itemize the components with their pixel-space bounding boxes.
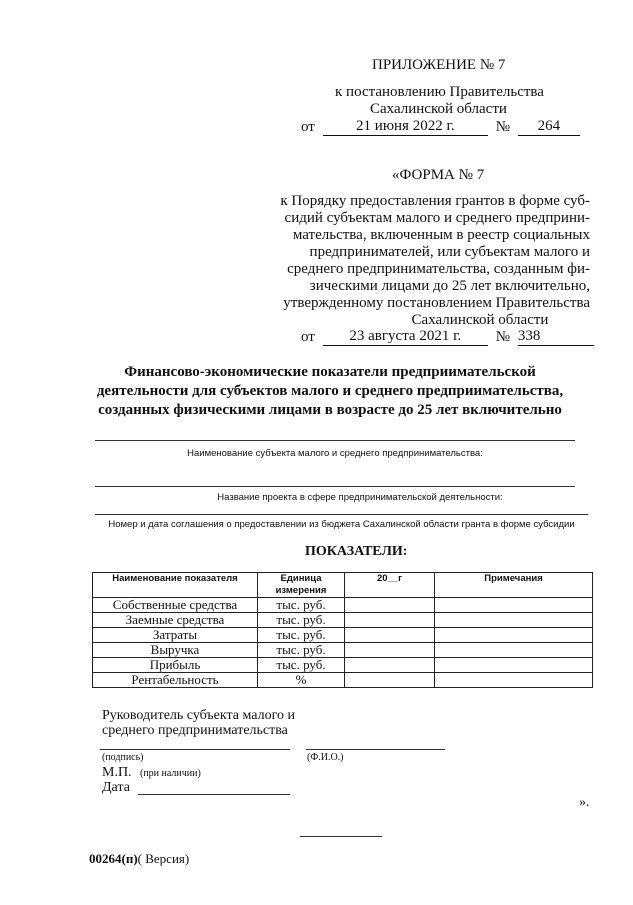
number-label: №	[495, 329, 511, 345]
form-title: «ФОРМА № 7	[392, 167, 485, 183]
seal-note: (при наличии)	[140, 768, 201, 779]
fio-line[interactable]	[306, 749, 445, 750]
date-line[interactable]	[138, 794, 290, 795]
agreement-line[interactable]	[95, 514, 588, 515]
indicator-name: Выручка	[93, 643, 258, 658]
description-line: утвержденному постановлением Правительства	[283, 295, 590, 311]
title-line: деятельности для субъектов малого и среднего предприимательства,	[96, 383, 564, 399]
table-row	[93, 673, 593, 688]
description-line: предпринимателей, или субъектам малого и	[309, 244, 590, 260]
title-line: Финансово-экономические показатели предприимательской	[124, 364, 536, 380]
version-footer	[89, 851, 189, 867]
from-label: от	[301, 329, 315, 345]
table-row	[93, 628, 593, 643]
indicator-notes-cell[interactable]	[435, 658, 593, 673]
indicator-name: Рентабельность	[93, 673, 258, 688]
column-header-year: 20__г	[345, 573, 435, 598]
indicators-heading: ПОКАЗАТЕЛИ:	[305, 544, 408, 559]
indicator-notes-cell[interactable]	[435, 643, 593, 658]
version-label: ( Версия)	[137, 851, 190, 866]
column-header-name: Наименование показателя	[93, 573, 258, 598]
head-title-line-1: Руководитель субъекта малого и	[102, 708, 295, 723]
resolution-reference: к постановлению Правительства	[335, 84, 544, 100]
description-line: среднего предпринимательства, созданным фи-	[287, 261, 590, 277]
indicator-name: Заемные средства	[93, 613, 258, 628]
indicator-unit: тыс. руб.	[258, 643, 345, 658]
table-row	[93, 658, 593, 673]
indicator-notes-cell[interactable]	[435, 613, 593, 628]
indicator-notes-cell[interactable]	[435, 598, 593, 613]
document-title	[60, 363, 600, 420]
indicator-name: Затраты	[93, 628, 258, 643]
separator-line	[300, 836, 382, 837]
indicator-notes-cell[interactable]	[435, 628, 593, 643]
version-code: 00264(п)	[89, 851, 138, 866]
resolution-number: 264	[518, 118, 580, 136]
region-name: Сахалинской области	[370, 101, 507, 117]
description-line: мательства, включенным в реестр социальных	[292, 227, 590, 243]
table-row	[93, 598, 593, 613]
description-line: зическими лицами до 25 лет включительно,	[309, 278, 590, 294]
indicator-value-cell[interactable]	[345, 643, 435, 658]
indicator-unit: тыс. руб.	[258, 628, 345, 643]
order-number: 338	[518, 328, 594, 346]
resolution-date: 21 июня 2022 г.	[323, 118, 488, 136]
closing-mark: ».	[579, 795, 590, 810]
fio-caption: (Ф.И.О.)	[307, 752, 344, 763]
description-line: к Порядку предоставления грантов в форме суб-	[280, 193, 590, 209]
indicator-value-cell[interactable]	[345, 673, 435, 688]
indicator-unit: %	[258, 673, 345, 688]
indicator-value-cell[interactable]	[345, 658, 435, 673]
project-name-line[interactable]	[95, 486, 575, 487]
from-label: от	[301, 119, 315, 135]
agreement-caption: Номер и дата соглашения о предоставлении из бюджета Сахалинской области гранта в форме субсидии	[108, 519, 575, 530]
order-date: 23 августа 2021 г.	[323, 328, 488, 346]
indicator-value-cell[interactable]	[345, 598, 435, 613]
indicator-value-cell[interactable]	[345, 628, 435, 643]
number-label: №	[495, 119, 511, 135]
column-header-unit: Единица измерения	[258, 573, 345, 598]
table-header-row	[93, 573, 593, 598]
indicator-unit: тыс. руб.	[258, 598, 345, 613]
indicator-unit: тыс. руб.	[258, 613, 345, 628]
signature-line[interactable]	[100, 749, 290, 750]
signature-caption: (подпись)	[102, 752, 144, 763]
indicator-name: Прибыль	[93, 658, 258, 673]
indicator-value-cell[interactable]	[345, 613, 435, 628]
table-row	[93, 613, 593, 628]
appendix-date-row	[301, 118, 580, 136]
date-label: Дата	[102, 780, 130, 795]
indicators-table	[92, 572, 593, 688]
appendix-title: ПРИЛОЖЕНИЕ № 7	[372, 57, 506, 73]
entity-name-caption: Наименование субъекта малого и среднего предпринимательства:	[187, 448, 483, 459]
seal-label: М.П.	[102, 765, 132, 780]
indicator-unit: тыс. руб.	[258, 658, 345, 673]
description-line: Сахалинской области	[411, 312, 549, 328]
entity-name-line[interactable]	[95, 440, 575, 441]
title-line: созданных физическими лицами в возрасте до 25 лет включительно	[98, 402, 562, 418]
form-description	[280, 193, 590, 329]
indicator-name: Собственные средства	[93, 598, 258, 613]
project-name-caption: Название проекта в сфере предпринимательской деятельности:	[217, 492, 503, 503]
table-row	[93, 643, 593, 658]
form-date-row	[301, 328, 594, 346]
column-header-notes: Примечания	[435, 573, 593, 598]
head-title-line-2: среднего предпринимательства	[102, 723, 288, 738]
indicator-notes-cell[interactable]	[435, 673, 593, 688]
description-line: сидий субъектам малого и среднего предприни-	[284, 210, 590, 226]
